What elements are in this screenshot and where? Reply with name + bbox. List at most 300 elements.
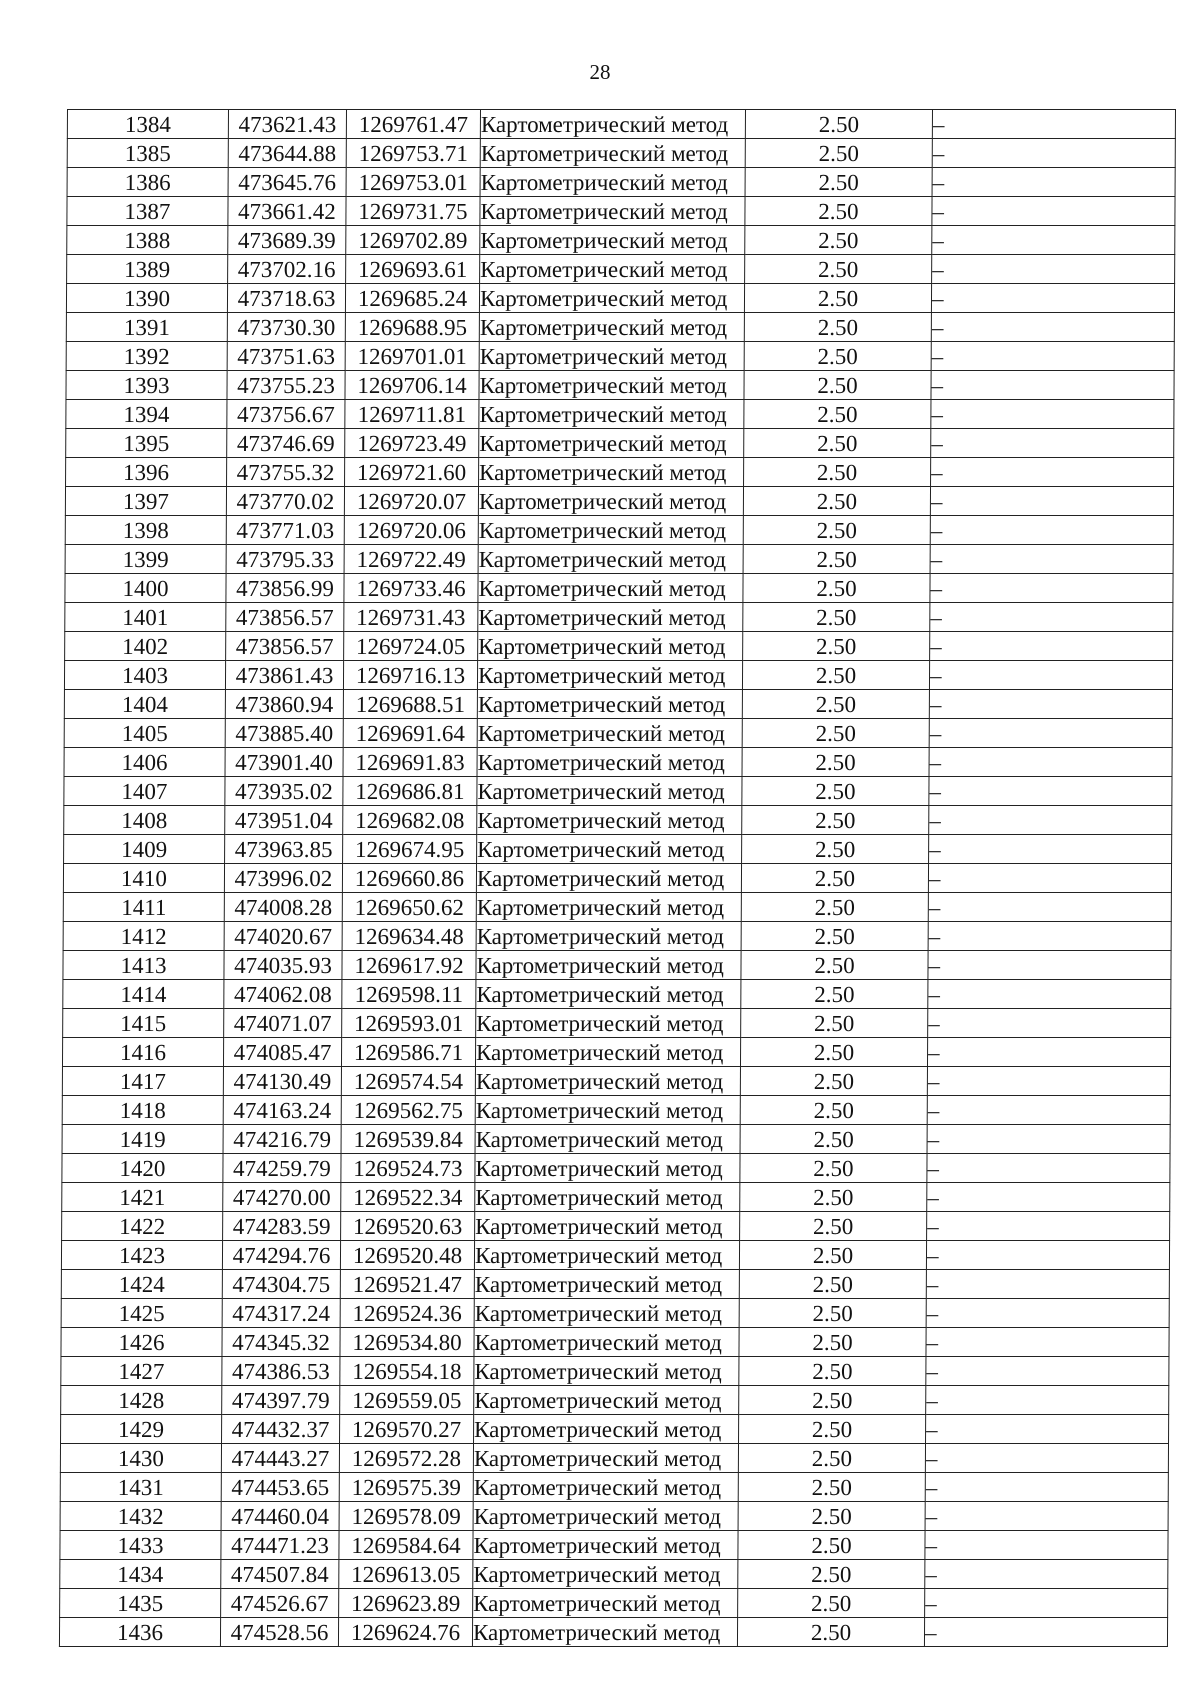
x-coordinate-cell: 474130.49 <box>223 1067 341 1096</box>
x-coordinate-cell: 473963.85 <box>225 835 343 864</box>
y-coordinate-cell: 1269686.81 <box>343 777 477 806</box>
accuracy-cell: 2.50 <box>741 864 928 893</box>
y-coordinate-cell: 1269691.83 <box>343 748 477 777</box>
accuracy-cell: 2.50 <box>739 1386 926 1415</box>
point-number-cell: 1421 <box>62 1183 223 1212</box>
table-row <box>61 1241 1169 1270</box>
y-coordinate-cell: 1269562.75 <box>341 1096 475 1125</box>
table-row <box>63 922 1171 951</box>
x-coordinate-cell: 473901.40 <box>225 748 343 777</box>
accuracy-cell: 2.50 <box>744 400 931 429</box>
accuracy-cell: 2.50 <box>745 255 932 284</box>
point-number-cell: 1434 <box>60 1560 221 1589</box>
note-cell: – <box>929 835 1172 864</box>
point-number-cell: 1422 <box>62 1212 223 1241</box>
accuracy-cell: 2.50 <box>741 951 928 980</box>
note-cell: – <box>926 1270 1169 1299</box>
table-row <box>67 168 1175 197</box>
note-cell: – <box>930 545 1173 574</box>
note-cell: – <box>926 1415 1169 1444</box>
point-number-cell: 1408 <box>64 806 225 835</box>
page-number: 28 <box>589 60 611 84</box>
table-row <box>65 632 1173 661</box>
point-number-cell: 1415 <box>63 1009 224 1038</box>
accuracy-cell: 2.50 <box>741 893 928 922</box>
point-number-cell: 1425 <box>61 1299 222 1328</box>
y-coordinate-cell: 1269731.75 <box>346 197 480 226</box>
accuracy-cell: 2.50 <box>740 1154 927 1183</box>
table-row <box>67 110 1175 139</box>
table-row <box>65 603 1173 632</box>
method-cell: Картометрический метод <box>475 1096 740 1125</box>
table-row <box>62 1212 1170 1241</box>
method-cell: Картометрический метод <box>478 574 743 603</box>
point-number-cell: 1384 <box>67 110 228 139</box>
x-coordinate-cell: 474397.79 <box>222 1386 340 1415</box>
note-cell: – <box>928 1009 1171 1038</box>
x-coordinate-cell: 474528.56 <box>220 1618 338 1647</box>
method-cell: Картометрический метод <box>476 864 741 893</box>
method-cell: Картометрический метод <box>480 110 745 139</box>
note-cell: – <box>926 1386 1169 1415</box>
y-coordinate-cell: 1269724.05 <box>344 632 478 661</box>
method-cell: Картометрический метод <box>478 632 743 661</box>
table-row <box>60 1502 1168 1531</box>
point-number-cell: 1395 <box>66 429 227 458</box>
point-number-cell: 1423 <box>61 1241 222 1270</box>
accuracy-cell: 2.50 <box>738 1589 925 1618</box>
point-number-cell: 1410 <box>63 864 224 893</box>
table-row <box>61 1415 1169 1444</box>
note-cell: – <box>927 1212 1170 1241</box>
table-row <box>60 1444 1168 1473</box>
note-cell: – <box>928 864 1171 893</box>
table-row <box>67 139 1175 168</box>
table-row <box>62 1183 1170 1212</box>
x-coordinate-cell: 474526.67 <box>221 1589 339 1618</box>
method-cell: Картометрический метод <box>475 1125 740 1154</box>
table-row <box>64 719 1172 748</box>
table-row <box>66 400 1174 429</box>
x-coordinate-cell: 473795.33 <box>226 545 344 574</box>
x-coordinate-cell: 473856.57 <box>226 603 344 632</box>
y-coordinate-cell: 1269753.71 <box>346 139 480 168</box>
point-number-cell: 1392 <box>66 342 227 371</box>
x-coordinate-cell: 473661.42 <box>228 197 346 226</box>
point-number-cell: 1427 <box>61 1357 222 1386</box>
y-coordinate-cell: 1269693.61 <box>346 255 480 284</box>
accuracy-cell: 2.50 <box>743 632 930 661</box>
accuracy-cell: 2.50 <box>740 1067 927 1096</box>
table-row <box>61 1299 1169 1328</box>
y-coordinate-cell: 1269721.60 <box>345 458 479 487</box>
y-coordinate-cell: 1269688.95 <box>345 313 479 342</box>
accuracy-cell: 2.50 <box>738 1531 925 1560</box>
point-number-cell: 1387 <box>67 197 228 226</box>
point-number-cell: 1390 <box>66 284 227 313</box>
accuracy-cell: 2.50 <box>743 516 930 545</box>
x-coordinate-cell: 474163.24 <box>223 1096 341 1125</box>
y-coordinate-cell: 1269650.62 <box>342 893 476 922</box>
method-cell: Картометрический метод <box>476 951 741 980</box>
method-cell: Картометрический метод <box>476 922 741 951</box>
accuracy-cell: 2.50 <box>742 777 929 806</box>
method-cell: Картометрический метод <box>474 1299 739 1328</box>
table-row <box>63 893 1171 922</box>
y-coordinate-cell: 1269691.64 <box>343 719 477 748</box>
point-number-cell: 1411 <box>63 893 224 922</box>
point-number-cell: 1429 <box>61 1415 222 1444</box>
table-row <box>64 806 1172 835</box>
note-cell: – <box>927 1154 1170 1183</box>
accuracy-cell: 2.50 <box>739 1357 926 1386</box>
x-coordinate-cell: 473746.69 <box>227 429 345 458</box>
point-number-cell: 1394 <box>66 400 227 429</box>
y-coordinate-cell: 1269761.47 <box>346 110 480 139</box>
x-coordinate-cell: 474035.93 <box>224 951 342 980</box>
note-cell: – <box>928 893 1171 922</box>
table-row <box>62 1125 1170 1154</box>
y-coordinate-cell: 1269720.06 <box>344 516 478 545</box>
table-row <box>66 342 1174 371</box>
table-row <box>65 574 1173 603</box>
accuracy-cell: 2.50 <box>742 806 929 835</box>
method-cell: Картометрический метод <box>475 1038 740 1067</box>
note-cell: – <box>929 806 1172 835</box>
point-number-cell: 1404 <box>64 690 225 719</box>
y-coordinate-cell: 1269711.81 <box>345 400 479 429</box>
method-cell: Картометрический метод <box>475 1183 740 1212</box>
table-row <box>66 313 1174 342</box>
method-cell: Картометрический метод <box>480 255 745 284</box>
method-cell: Картометрический метод <box>477 690 742 719</box>
x-coordinate-cell: 474294.76 <box>222 1241 340 1270</box>
point-number-cell: 1417 <box>62 1067 223 1096</box>
note-cell: – <box>927 1183 1170 1212</box>
accuracy-cell: 2.50 <box>745 226 932 255</box>
method-cell: Картометрический метод <box>477 748 742 777</box>
accuracy-cell: 2.50 <box>742 690 929 719</box>
accuracy-cell: 2.50 <box>744 429 931 458</box>
accuracy-cell: 2.50 <box>738 1502 925 1531</box>
table-row <box>66 284 1174 313</box>
accuracy-cell: 2.50 <box>739 1415 926 1444</box>
method-cell: Картометрический метод <box>474 1270 739 1299</box>
x-coordinate-cell: 474216.79 <box>223 1125 341 1154</box>
note-cell: – <box>927 1096 1170 1125</box>
table-row <box>61 1270 1169 1299</box>
y-coordinate-cell: 1269623.89 <box>339 1589 473 1618</box>
x-coordinate-cell: 474259.79 <box>223 1154 341 1183</box>
x-coordinate-cell: 473621.43 <box>228 110 346 139</box>
note-cell: – <box>931 429 1174 458</box>
method-cell: Картометрический метод <box>479 284 744 313</box>
method-cell: Картометрический метод <box>477 835 742 864</box>
point-number-cell: 1420 <box>62 1154 223 1183</box>
note-cell: – <box>925 1473 1168 1502</box>
accuracy-cell: 2.50 <box>744 313 931 342</box>
x-coordinate-cell: 474071.07 <box>224 1009 342 1038</box>
table-row <box>65 545 1173 574</box>
method-cell: Картометрический метод <box>475 1154 740 1183</box>
y-coordinate-cell: 1269731.43 <box>344 603 478 632</box>
accuracy-cell: 2.50 <box>741 922 928 951</box>
x-coordinate-cell: 473645.76 <box>228 168 346 197</box>
method-cell: Картометрический метод <box>479 313 744 342</box>
y-coordinate-cell: 1269554.18 <box>340 1357 474 1386</box>
table-row <box>66 429 1174 458</box>
x-coordinate-cell: 473885.40 <box>225 719 343 748</box>
x-coordinate-cell: 473755.32 <box>227 458 345 487</box>
point-number-cell: 1388 <box>67 226 228 255</box>
table-row <box>66 458 1174 487</box>
y-coordinate-cell: 1269521.47 <box>340 1270 474 1299</box>
y-coordinate-cell: 1269701.01 <box>345 342 479 371</box>
x-coordinate-cell: 474432.37 <box>222 1415 340 1444</box>
method-cell: Картометрический метод <box>472 1618 737 1647</box>
method-cell: Картометрический метод <box>479 458 744 487</box>
point-number-cell: 1400 <box>65 574 226 603</box>
method-cell: Картометрический метод <box>473 1502 738 1531</box>
method-cell: Картометрический метод <box>477 806 742 835</box>
y-coordinate-cell: 1269572.28 <box>339 1444 473 1473</box>
x-coordinate-cell: 473755.23 <box>227 371 345 400</box>
note-cell: – <box>930 632 1173 661</box>
accuracy-cell: 2.50 <box>745 139 932 168</box>
y-coordinate-cell: 1269722.49 <box>344 545 478 574</box>
point-number-cell: 1401 <box>65 603 226 632</box>
note-cell: – <box>928 951 1171 980</box>
method-cell: Картометрический метод <box>474 1328 739 1357</box>
x-coordinate-cell: 474507.84 <box>221 1560 339 1589</box>
x-coordinate-cell: 473996.02 <box>224 864 342 893</box>
accuracy-cell: 2.50 <box>739 1270 926 1299</box>
point-number-cell: 1398 <box>65 516 226 545</box>
method-cell: Картометрический метод <box>474 1415 739 1444</box>
table-row <box>62 1038 1170 1067</box>
y-coordinate-cell: 1269575.39 <box>339 1473 473 1502</box>
y-coordinate-cell: 1269723.49 <box>345 429 479 458</box>
method-cell: Картометрический метод <box>479 371 744 400</box>
point-number-cell: 1396 <box>66 458 227 487</box>
accuracy-cell: 2.50 <box>744 458 931 487</box>
y-coordinate-cell: 1269593.01 <box>342 1009 476 1038</box>
table-row <box>64 661 1172 690</box>
x-coordinate-cell: 474283.59 <box>223 1212 341 1241</box>
table-row <box>63 980 1171 1009</box>
point-number-cell: 1385 <box>67 139 228 168</box>
method-cell: Картометрический метод <box>478 545 743 574</box>
y-coordinate-cell: 1269578.09 <box>339 1502 473 1531</box>
table-row <box>62 1067 1170 1096</box>
accuracy-cell: 2.50 <box>738 1473 925 1502</box>
accuracy-cell: 2.50 <box>738 1444 925 1473</box>
method-cell: Картометрический метод <box>479 429 744 458</box>
x-coordinate-cell: 474317.24 <box>222 1299 340 1328</box>
table-row <box>63 1009 1171 1038</box>
y-coordinate-cell: 1269570.27 <box>340 1415 474 1444</box>
note-cell: – <box>929 719 1172 748</box>
x-coordinate-cell: 473860.94 <box>225 690 343 719</box>
x-coordinate-cell: 473935.02 <box>225 777 343 806</box>
note-cell: – <box>932 255 1175 284</box>
table-row <box>67 226 1175 255</box>
table-row <box>63 864 1171 893</box>
point-number-cell: 1418 <box>62 1096 223 1125</box>
note-cell: – <box>932 226 1175 255</box>
table-row <box>66 371 1174 400</box>
note-cell: – <box>930 603 1173 632</box>
method-cell: Картометрический метод <box>480 226 745 255</box>
point-number-cell: 1399 <box>65 545 226 574</box>
y-coordinate-cell: 1269733.46 <box>344 574 478 603</box>
accuracy-cell: 2.50 <box>740 1038 927 1067</box>
accuracy-cell: 2.50 <box>744 284 931 313</box>
method-cell: Картометрический метод <box>476 980 741 1009</box>
x-coordinate-cell: 474471.23 <box>221 1531 339 1560</box>
note-cell: – <box>929 748 1172 777</box>
y-coordinate-cell: 1269598.11 <box>342 980 476 1009</box>
note-cell: – <box>931 458 1174 487</box>
method-cell: Картометрический метод <box>473 1589 738 1618</box>
note-cell: – <box>926 1241 1169 1270</box>
point-number-cell: 1391 <box>66 313 227 342</box>
point-number-cell: 1428 <box>61 1386 222 1415</box>
note-cell: – <box>928 922 1171 951</box>
coordinates-table <box>59 109 1176 1647</box>
y-coordinate-cell: 1269685.24 <box>345 284 479 313</box>
table-row <box>61 1386 1169 1415</box>
coordinates-table-body <box>59 110 1175 1647</box>
table-row <box>64 777 1172 806</box>
table-row <box>65 516 1173 545</box>
accuracy-cell: 2.50 <box>743 574 930 603</box>
method-cell: Картометрический метод <box>480 197 745 226</box>
y-coordinate-cell: 1269586.71 <box>341 1038 475 1067</box>
y-coordinate-cell: 1269574.54 <box>341 1067 475 1096</box>
note-cell: – <box>931 313 1174 342</box>
note-cell: – <box>931 342 1174 371</box>
method-cell: Картометрический метод <box>473 1560 738 1589</box>
point-number-cell: 1416 <box>62 1038 223 1067</box>
method-cell: Картометрический метод <box>473 1473 738 1502</box>
method-cell: Картометрический метод <box>476 893 741 922</box>
y-coordinate-cell: 1269706.14 <box>345 371 479 400</box>
x-coordinate-cell: 473718.63 <box>227 284 345 313</box>
accuracy-cell: 2.50 <box>740 1125 927 1154</box>
table-row <box>60 1589 1168 1618</box>
point-number-cell: 1409 <box>64 835 225 864</box>
y-coordinate-cell: 1269584.64 <box>339 1531 473 1560</box>
point-number-cell: 1435 <box>60 1589 221 1618</box>
method-cell: Картометрический метод <box>473 1531 738 1560</box>
y-coordinate-cell: 1269524.36 <box>340 1299 474 1328</box>
method-cell: Картометрический метод <box>480 168 745 197</box>
x-coordinate-cell: 473856.57 <box>226 632 344 661</box>
x-coordinate-cell: 474386.53 <box>222 1357 340 1386</box>
method-cell: Картометрический метод <box>474 1386 739 1415</box>
point-number-cell: 1406 <box>64 748 225 777</box>
accuracy-cell: 2.50 <box>745 110 932 139</box>
note-cell: – <box>930 574 1173 603</box>
y-coordinate-cell: 1269522.34 <box>341 1183 475 1212</box>
point-number-cell: 1397 <box>65 487 226 516</box>
method-cell: Картометрический метод <box>480 139 745 168</box>
y-coordinate-cell: 1269634.48 <box>342 922 476 951</box>
accuracy-cell: 2.50 <box>739 1328 926 1357</box>
note-cell: – <box>931 371 1174 400</box>
x-coordinate-cell: 474270.00 <box>223 1183 341 1212</box>
y-coordinate-cell: 1269720.07 <box>344 487 478 516</box>
note-cell: – <box>927 1038 1170 1067</box>
point-number-cell: 1407 <box>64 777 225 806</box>
y-coordinate-cell: 1269520.63 <box>341 1212 475 1241</box>
table-row <box>60 1473 1168 1502</box>
method-cell: Картометрический метод <box>478 487 743 516</box>
table-row <box>63 951 1171 980</box>
note-cell: – <box>929 777 1172 806</box>
note-cell: – <box>926 1357 1169 1386</box>
y-coordinate-cell: 1269520.48 <box>340 1241 474 1270</box>
accuracy-cell: 2.50 <box>742 719 929 748</box>
point-number-cell: 1413 <box>63 951 224 980</box>
point-number-cell: 1403 <box>64 661 225 690</box>
note-cell: – <box>932 110 1175 139</box>
x-coordinate-cell: 473856.99 <box>226 574 344 603</box>
method-cell: Картометрический метод <box>479 342 744 371</box>
point-number-cell: 1430 <box>60 1444 221 1473</box>
note-cell: – <box>931 400 1174 429</box>
method-cell: Картометрический метод <box>477 777 742 806</box>
table-row <box>59 1618 1167 1647</box>
point-number-cell: 1432 <box>60 1502 221 1531</box>
table-row <box>62 1096 1170 1125</box>
accuracy-cell: 2.50 <box>744 371 931 400</box>
note-cell: – <box>927 1067 1170 1096</box>
y-coordinate-cell: 1269702.89 <box>346 226 480 255</box>
table-row <box>62 1154 1170 1183</box>
point-number-cell: 1386 <box>67 168 228 197</box>
point-number-cell: 1431 <box>60 1473 221 1502</box>
x-coordinate-cell: 474304.75 <box>222 1270 340 1299</box>
accuracy-cell: 2.50 <box>742 748 929 777</box>
note-cell: – <box>925 1531 1168 1560</box>
method-cell: Картометрический метод <box>476 1009 741 1038</box>
x-coordinate-cell: 474460.04 <box>221 1502 339 1531</box>
x-coordinate-cell: 474453.65 <box>221 1473 339 1502</box>
point-number-cell: 1426 <box>61 1328 222 1357</box>
x-coordinate-cell: 474345.32 <box>222 1328 340 1357</box>
method-cell: Картометрический метод <box>477 661 742 690</box>
x-coordinate-cell: 474062.08 <box>224 980 342 1009</box>
x-coordinate-cell: 474085.47 <box>223 1038 341 1067</box>
method-cell: Картометрический метод <box>478 516 743 545</box>
table-row <box>64 748 1172 777</box>
point-number-cell: 1405 <box>64 719 225 748</box>
point-number-cell: 1412 <box>63 922 224 951</box>
note-cell: – <box>925 1560 1168 1589</box>
point-number-cell: 1433 <box>60 1531 221 1560</box>
point-number-cell: 1436 <box>59 1618 220 1647</box>
accuracy-cell: 2.50 <box>740 1096 927 1125</box>
note-cell: – <box>927 1125 1170 1154</box>
method-cell: Картометрический метод <box>473 1444 738 1473</box>
note-cell: – <box>926 1299 1169 1328</box>
point-number-cell: 1402 <box>65 632 226 661</box>
point-number-cell: 1389 <box>67 255 228 284</box>
table-row <box>64 690 1172 719</box>
y-coordinate-cell: 1269524.73 <box>341 1154 475 1183</box>
